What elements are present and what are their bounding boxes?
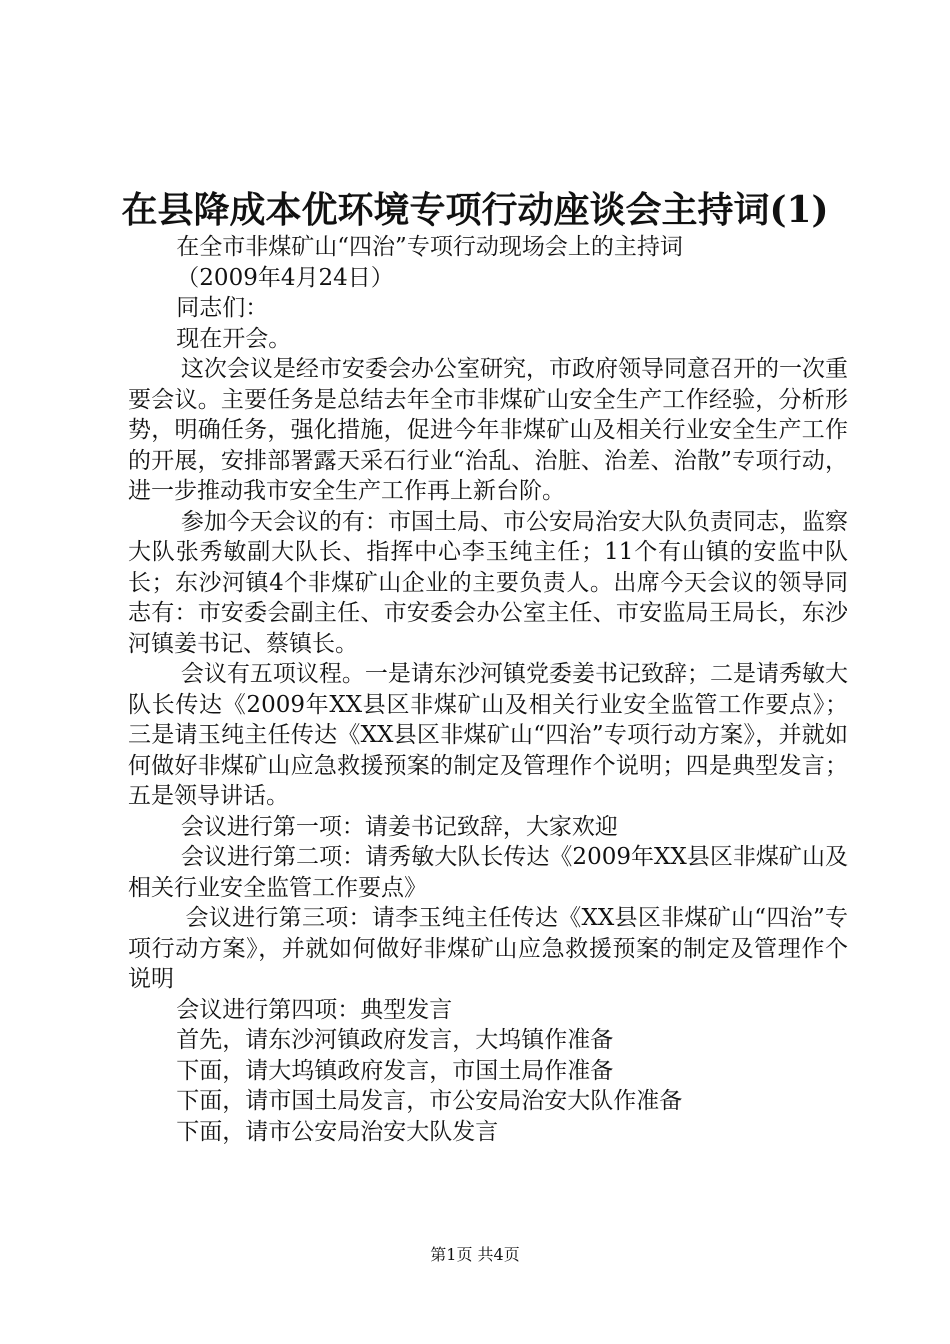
agenda-item-2: 会议进行第二项：请秀敏大队长传达《2009年XX县区非煤矿山及相关行业安全监管工作要点》 bbox=[128, 844, 848, 901]
agenda-item-1: 会议进行第一项：请姜书记致辞，大家欢迎 bbox=[180, 813, 618, 840]
subtitle-line: 在全市非煤矿山“四治”专项行动现场会上的主持词 bbox=[176, 234, 683, 260]
speaker-line-4: 下面，请市公安局治安大队发言 bbox=[176, 1118, 499, 1145]
document-title: 在县降成本优环境专项行动座谈会主持词(1) bbox=[121, 189, 829, 231]
greeting-line: 同志们： bbox=[176, 295, 269, 321]
speaker-line-1: 首先，请东沙河镇政府发言，大坞镇作准备 bbox=[176, 1027, 614, 1053]
document-body bbox=[128, 232, 848, 1147]
paragraph-purpose: 这次会议是经市安委会办公室研究，市政府领导同意召开的一次重要会议。主要任务是总结去年全市非煤矿山安全生产工作经验，分析形势，明确任务，强化措施，促进今年非煤矿山及相关行业安全生产工作的开展，安排部署露天采石行业“治乱、治脏、治差、治散”专项行动，进一步推动我市安全生产工作再上新台阶。 bbox=[128, 356, 848, 504]
paragraph-agenda: 会议有五项议程。一是请东沙河镇党委姜书记致辞；二是请秀敏大队长传达《2009年XX县区非煤矿山及相关行业安全监管工作要点》；三是请玉纯主任传达《XX县区非煤矿山“四治”专项行动方案》，并就如何做好非煤矿山应急救援预案的制定及管理作个说明；四是典型发言；五是领导讲话。 bbox=[128, 661, 848, 809]
speaker-line-3: 下面，请市国土局发言，市公安局治安大队作准备 bbox=[176, 1088, 683, 1114]
speaker-line-2: 下面，请大坞镇政府发言，市国土局作准备 bbox=[176, 1057, 614, 1084]
agenda-item-4: 会议进行第四项：典型发言 bbox=[176, 996, 453, 1023]
agenda-item-3: 会议进行第三项：请李玉纯主任传达《XX县区非煤矿山“四治”专项行动方案》，并就如何做好非煤矿山应急救援预案的制定及管理作个说明 bbox=[128, 905, 848, 992]
page-footer: 第1页 共4页 bbox=[430, 1245, 520, 1264]
opening-line: 现在开会。 bbox=[176, 325, 292, 352]
paragraph-attendees: 参加今天会议的有：市国土局、市公安局治安大队负责同志，监察大队张秀敏副大队长、指挥中心李玉纯主任；11个有山镇的安监中队长；东沙河镇4个非煤矿山企业的主要负责人。出席今天会议的领导同志有：市安委会副主任、市安委会办公室主任、市安监局王局长，东沙河镇姜书记、蔡镇长。 bbox=[128, 508, 848, 657]
date-line: （2009年4月24日） bbox=[176, 264, 394, 291]
